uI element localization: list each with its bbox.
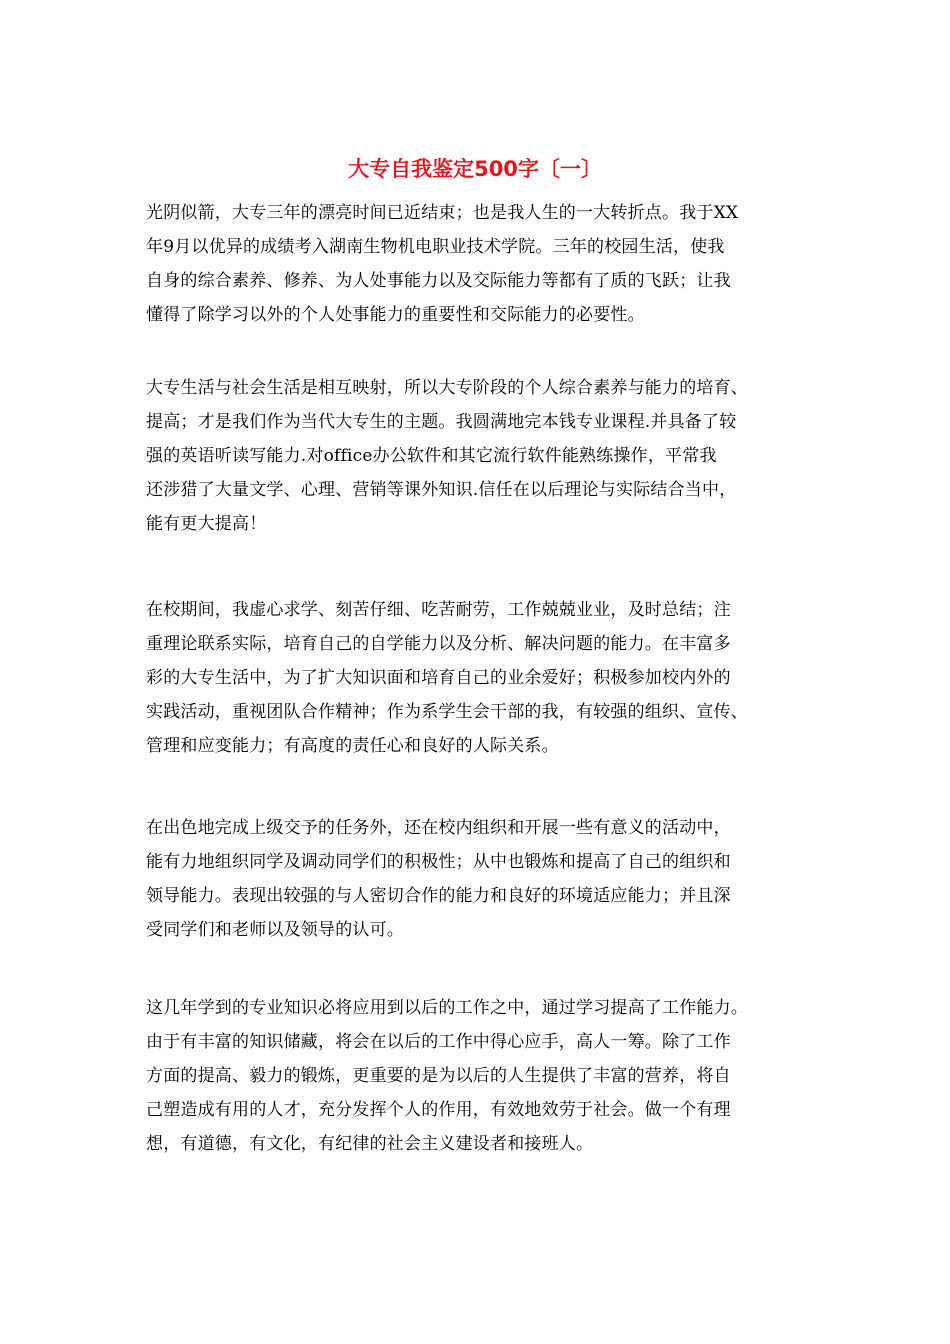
paragraph-line: 彩的大专生活中，为了扩大知识面和培育自己的业余爱好；积极参加校内外的 <box>146 668 731 688</box>
paragraph-1 <box>146 196 738 332</box>
paragraph-line: 领导能力。表现出较强的与人密切合作的能力和良好的环境适应能力；并且深 <box>146 886 731 906</box>
paragraph-line: 重理论联系实际，培育自己的自学能力以及分析、解决问题的能力。在丰富多 <box>146 634 731 654</box>
paragraph-line: 实践活动，重视团队合作精神；作为系学生会干部的我，有较强的组织、宣传、 <box>146 702 748 722</box>
paragraph-line: 在校期间，我虚心求学、刻苦仔细、吃苦耐劳，工作兢兢业业，及时总结；注 <box>146 600 731 620</box>
paragraph-line: 受同学们和老师以及领导的认可。 <box>146 920 404 940</box>
paragraph-line: 大专生活与社会生活是相互映射，所以大专阶段的个人综合素养与能力的培育、 <box>146 378 748 398</box>
paragraph-line: 能有更大提高！ <box>146 514 267 534</box>
paragraph-3 <box>146 593 748 763</box>
paragraph-line: 己塑造成有用的人才，充分发挥个人的作用，有效地效劳于社会。做一个有理 <box>146 1100 731 1120</box>
paragraph-line: 年9月以优异的成绩考入湖南生物机电职业技术学院。三年的校园生活，使我 <box>146 237 725 257</box>
paragraph-line: 在出色地完成上级交予的任务外，还在校内组织和开展一些有意义的活动中， <box>146 818 731 838</box>
paragraph-5 <box>146 991 748 1161</box>
paragraph-line: 这几年学到的专业知识必将应用到以后的工作之中，通过学习提高了工作能力。 <box>146 998 748 1018</box>
paragraph-line: 提高；才是我们作为当代大专生的主题。我圆满地完本钱专业课程.并具备了较 <box>146 412 737 432</box>
paragraph-4 <box>146 811 731 947</box>
paragraph-line: 强的英语听读写能力.对office办公软件和其它流行软件能熟练操作，平常我 <box>146 446 717 466</box>
paragraph-line: 自身的综合素养、修养、为人处事能力以及交际能力等都有了质的飞跃；让我 <box>146 271 731 291</box>
paragraph-line: 懂得了除学习以外的个人处事能力的重要性和交际能力的必要性。 <box>146 305 645 325</box>
paragraph-line: 管理和应变能力；有高度的责任心和良好的人际关系。 <box>146 736 559 756</box>
paragraph-2 <box>146 371 748 541</box>
paragraph-line: 方面的提高、毅力的锻炼，更重要的是为以后的人生提供了丰富的营养，将自 <box>146 1066 731 1086</box>
paragraph-line: 由于有丰富的知识储藏，将会在以后的工作中得心应手，高人一筹。除了工作 <box>146 1032 731 1052</box>
paragraph-line: 能有力地组织同学及调动同学们的积极性；从中也锻炼和提高了自己的组织和 <box>146 852 731 872</box>
paragraph-line: 光阴似箭，大专三年的漂亮时间已近结束；也是我人生的一大转折点。我于XX <box>146 203 739 223</box>
document-title: 大专自我鉴定500字〔一〕 <box>348 157 602 181</box>
paragraph-line: 想，有道德，有文化，有纪律的社会主义建设者和接班人。 <box>146 1134 594 1154</box>
paragraph-line: 还涉猎了大量文学、心理、营销等课外知识.信任在以后理论与实际结合当中， <box>146 480 737 500</box>
